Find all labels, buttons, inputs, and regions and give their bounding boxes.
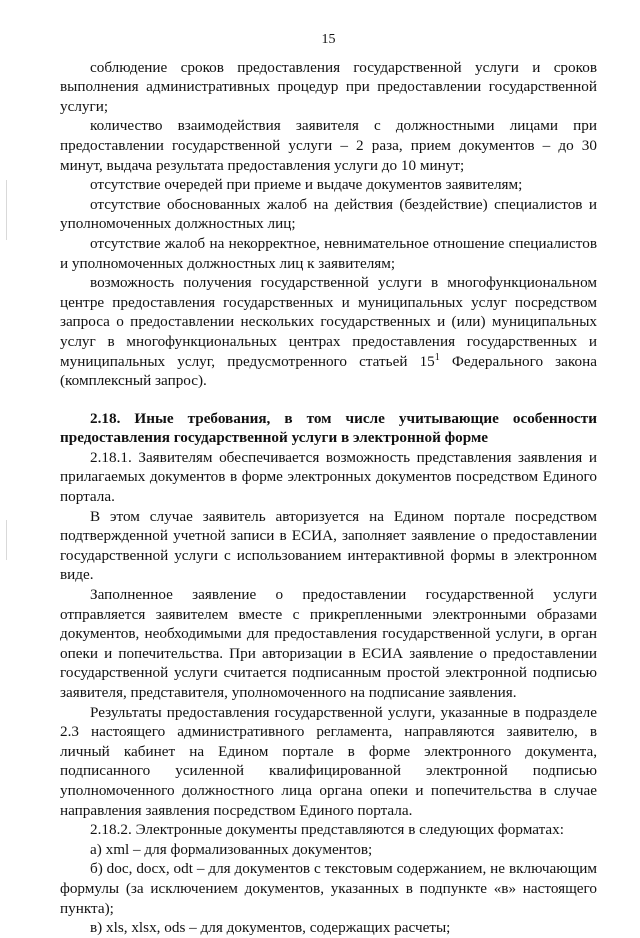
paragraph-no-queues: отсутствие очередей при приеме и выдаче документов заявителям; xyxy=(90,176,523,194)
list-item-a: а) xml – для формализованных документов; xyxy=(90,840,373,858)
mfc-superscript: 1 xyxy=(434,351,440,363)
mfc-text-before: возможность получения государственной услуги в многофункциональном центре предоставления государственных и муниципальных услуг посредством запроса о предоставлении нескольких государственных и (или) муниципальных услуг в многофункциональных центрах предоставления государственных и муниципальных услуг, предусмотренного статьей 15 xyxy=(60,274,597,370)
paragraph-filled-application: Заполненное заявление о предоставлении государственной услуги отправляется заявителем вместе с прикрепленными электронными образами документов, необходимыми для предоставления государственной услуги, в орган опеки и попечительства. При авторизации в ЕСИА заявление о предоставлении государственной услуги считается подписанным простой электронной подписью заявителя, представителя, уполномоченного на подписание заявления. xyxy=(60,586,597,701)
list-item-b: б) doc, docx, odt – для документов с текстовым содержанием, не включающим формулы (за исключением документов, указанных в подпункте «в» настоящего пункта); xyxy=(60,860,597,917)
paragraph-deadlines: соблюдение сроков предоставления государственной услуги и сроков выполнения административных процедур при предоставлении государственной услуги; xyxy=(60,58,597,115)
paragraph-no-complaints-actions: отсутствие обоснованных жалоб на действия (бездействие) специалистов и уполномоченных должностных лиц; xyxy=(60,195,597,233)
paragraph-mfc-complex-request xyxy=(60,273,597,391)
paragraph-2-18-1: 2.18.1. Заявителям обеспечивается возможность представления заявления и прилагаемых документов в форме электронных документов посредством Единого портала. xyxy=(60,448,597,506)
paragraph-no-complaints-attitude: отсутствие жалоб на некорректное, невнимательное отношение специалистов и уполномоченных должностных лиц к заявителям; xyxy=(60,234,597,272)
list-item-v: в) xls, xlsx, ods – для документов, содержащих расчеты; xyxy=(90,919,451,937)
page-number: 15 xyxy=(321,32,336,47)
paragraph-interactions: количество взаимодействия заявителя с должностными лицами при предоставлении государственной услуги – 2 раза, прием документов – до 30 минут, выдача результата предоставления услуги до 10 минут; xyxy=(60,117,597,174)
scan-edge-mark xyxy=(6,180,7,240)
section-heading-2-18: 2.18. Иные требования, в том числе учитывающие особенности предоставления государственной услуги в электронной форме xyxy=(60,409,597,447)
paragraph-2-18-2: 2.18.2. Электронные документы представляются в следующих форматах: xyxy=(90,821,564,839)
document-page xyxy=(60,30,597,938)
paragraph-results: Результаты предоставления государственной услуги, указанные в подразделе 2.3 настоящего административного регламента, направляются заявителю, в личный кабинет на Едином портале в форме электронного документа, подписанного усиленной квалифицированной электронной подписью уполномоченного должностного лица органа опеки и попечительства в случае направления заявления посредством Единого портала. xyxy=(60,703,597,819)
mfc-text-after: Федерального закона (комплексный запрос). xyxy=(60,352,597,390)
paragraph-portal-authorization: В этом случае заявитель авторизуется на Едином портале посредством подтвержденной учетной записи в ЕСИА, заполняет заявление о предоставлении государственной услуги с использованием интерактивной формы в электронном виде. xyxy=(60,507,597,584)
scan-edge-mark xyxy=(6,520,7,560)
